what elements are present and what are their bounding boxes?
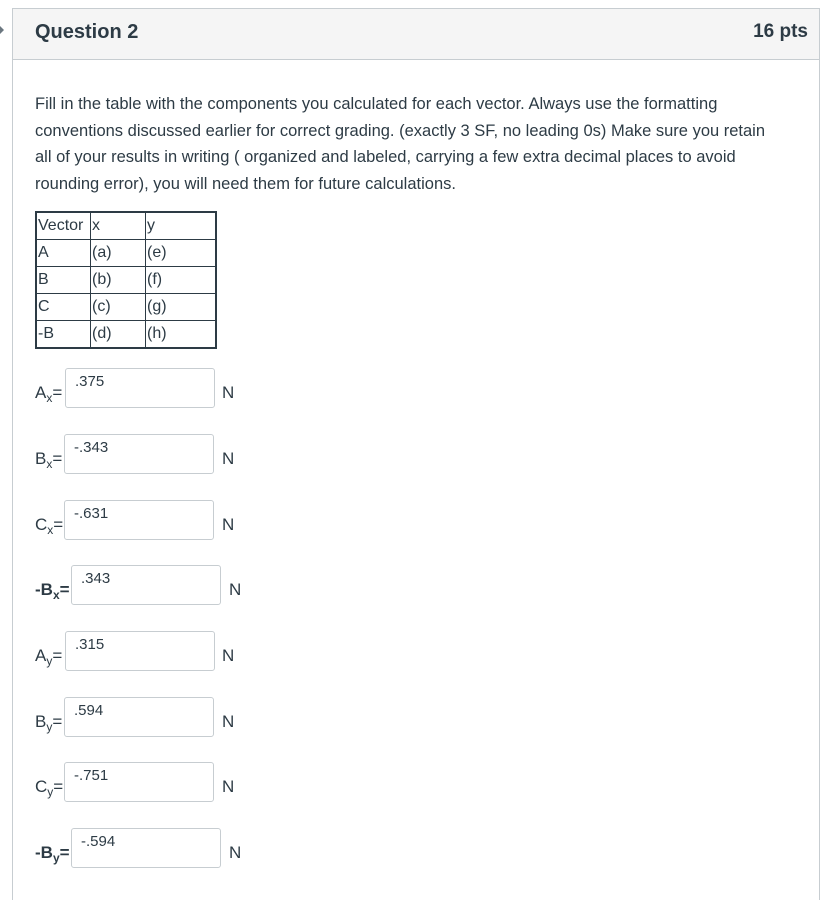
table-cell: (a) bbox=[91, 240, 146, 267]
answer-label: $A_y=$ bbox=[35, 646, 63, 668]
bx-answer-input[interactable] bbox=[64, 434, 214, 474]
cx-answer-input[interactable] bbox=[64, 500, 214, 540]
table-header-cell: y bbox=[146, 212, 217, 240]
table-header-row bbox=[36, 212, 216, 240]
table-cell: (b) bbox=[91, 267, 146, 294]
table-cell: (h) bbox=[146, 321, 217, 349]
table-row bbox=[36, 267, 216, 294]
unit-label: N bbox=[229, 580, 242, 599]
unit-label: N bbox=[222, 383, 235, 402]
unit-label: N bbox=[222, 646, 235, 665]
table-row bbox=[36, 321, 216, 349]
table-header-cell: Vector bbox=[36, 212, 91, 240]
unit-label: N bbox=[222, 515, 235, 534]
answer-label: $A_x=$ bbox=[35, 383, 63, 405]
neg-bx-answer-input[interactable] bbox=[71, 565, 221, 605]
neg-by-answer-input[interactable] bbox=[71, 828, 221, 868]
table-cell: B bbox=[36, 267, 91, 294]
question-title: Question 2 bbox=[35, 21, 139, 43]
ay-answer-input[interactable] bbox=[65, 631, 215, 671]
unit-label: N bbox=[222, 712, 235, 731]
question-points: 16 pts bbox=[753, 21, 808, 42]
table-cell: A bbox=[36, 240, 91, 267]
table-row bbox=[36, 240, 216, 267]
table-header-cell: x bbox=[91, 212, 146, 240]
table-cell: C bbox=[36, 294, 91, 321]
answer-label: $B_x=$ bbox=[35, 449, 63, 471]
cy-answer-input[interactable] bbox=[64, 762, 214, 802]
table-cell: (e) bbox=[146, 240, 217, 267]
answer-label: $C_x=$ bbox=[35, 515, 64, 537]
by-answer-input[interactable] bbox=[64, 697, 214, 737]
collapse-arrow-icon bbox=[0, 26, 4, 34]
table-cell: (g) bbox=[146, 294, 217, 321]
table-cell: -B bbox=[36, 321, 91, 349]
table-row bbox=[36, 294, 216, 321]
question-header bbox=[13, 9, 819, 60]
table-cell: (f) bbox=[146, 267, 217, 294]
table-cell: (c) bbox=[91, 294, 146, 321]
unit-label: N bbox=[222, 777, 235, 796]
question-text: Fill in the table with the components you calculated for each vector. Always use the formatting conventions discussed earlier for correct grading. (exactly 3 SF, no leading 0s) Make sure you retain all of your results in writing ( organized and labeled, carrying a few extra decimal places to avoid rounding error), you will need them for future calculations. bbox=[35, 95, 766, 193]
question-card bbox=[12, 8, 820, 900]
unit-label: N bbox=[229, 843, 242, 862]
ax-answer-input[interactable] bbox=[65, 368, 215, 408]
answer-label: $-B_x=$ bbox=[35, 580, 70, 602]
table-cell: (d) bbox=[91, 321, 146, 349]
answer-label: $B_y=$ bbox=[35, 712, 63, 734]
answer-label: $-B_y=$ bbox=[35, 843, 70, 865]
unit-label: N bbox=[222, 449, 235, 468]
vector-table bbox=[35, 211, 217, 349]
answer-label: $C_y=$ bbox=[35, 777, 64, 799]
